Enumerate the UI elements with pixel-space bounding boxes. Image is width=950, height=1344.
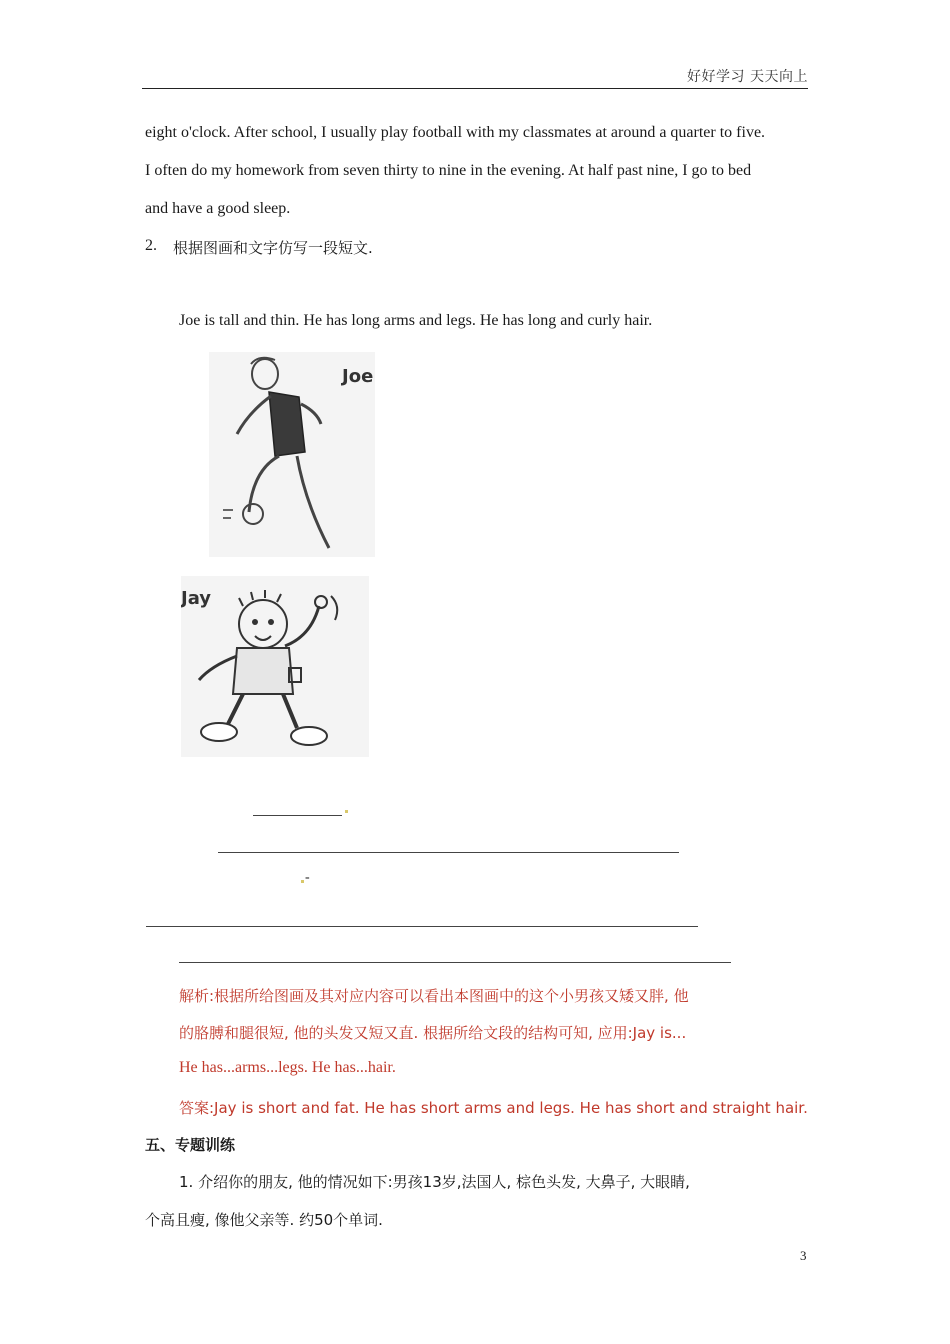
analysis-line-1: 解析:根据所给图画及其对应内容可以看出本图画中的这个小男孩又矮又胖, 他: [179, 987, 689, 1005]
answer-blank-3[interactable]: [146, 926, 698, 927]
paragraph-line-2: I often do my homework from seven thirty to nine in the evening. At half past nine, I go to bed: [145, 162, 752, 179]
answer-blank-1[interactable]: [253, 815, 342, 816]
jay-illustration: [181, 576, 369, 757]
section5-task1-line1: 1. 介绍你的朋友, 他的情况如下:男孩13岁,法国人, 棕色头发, 大鼻子, 大眼睛,: [179, 1173, 690, 1191]
task2-number: 2.: [145, 237, 157, 254]
joe-label: Joe: [342, 366, 374, 387]
header-rule: [142, 88, 808, 89]
scan-speck: [345, 810, 348, 813]
answer-blank-marker: -: [305, 870, 310, 885]
analysis-answer: 答案:Jay is short and fat. He has short arms and legs. He has short and straight hair.: [179, 1099, 808, 1117]
header-slogan: 好好学习 天天向上: [687, 69, 808, 85]
joe-illustration: [209, 352, 375, 557]
analysis-line-2: 的胳膊和腿很短, 他的头发又短又直. 根据所给文段的结构可知, 应用:Jay is...: [179, 1024, 687, 1042]
paragraph-line-1: eight o'clock. After school, I usually play football with my classmates at around a quarter to five.: [145, 124, 766, 141]
task2-instruction: 根据图画和文字仿写一段短文.: [173, 239, 373, 257]
scan-speck: [301, 880, 304, 883]
page-number: 3: [800, 1248, 807, 1263]
paragraph-line-3: and have a good sleep.: [145, 200, 291, 217]
jay-label: Jay: [181, 588, 212, 609]
answer-blank-2[interactable]: [218, 852, 679, 853]
example-sentence: Joe is tall and thin. He has long arms and legs. He has long and curly hair.: [179, 312, 653, 329]
analysis-line-3: He has...arms...legs. He has...hair.: [179, 1059, 396, 1076]
section5-title: 五、专题训练: [145, 1136, 236, 1154]
answer-blank-4[interactable]: [179, 962, 731, 963]
section5-task1-line2: 个高且瘦, 像他父亲等. 约50个单词.: [145, 1211, 383, 1229]
